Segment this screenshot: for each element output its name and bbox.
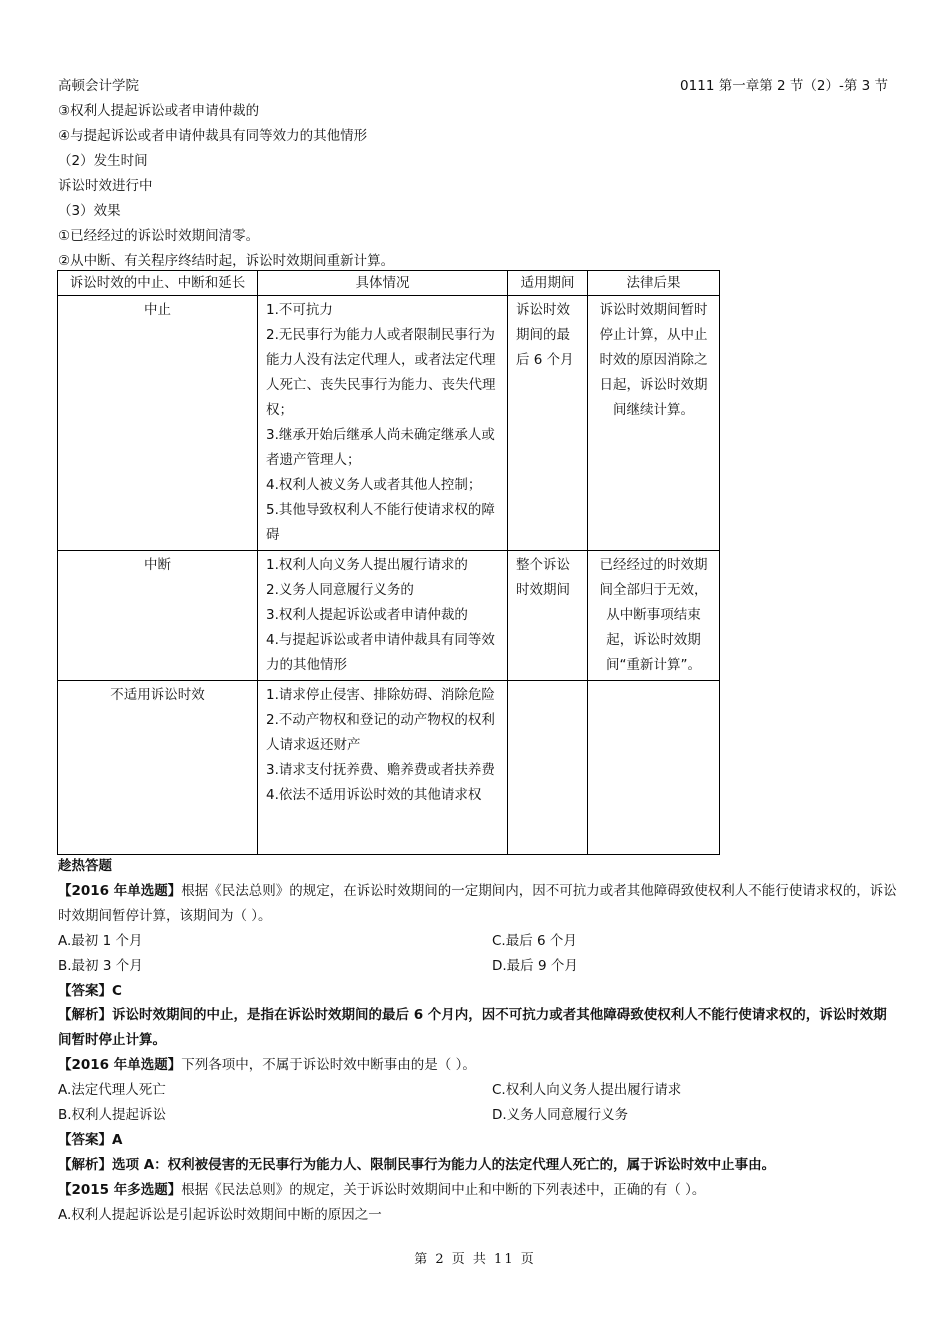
question-text: 根据《民法总则》的规定，关于诉讼时效期间中止和中断的下列表述中，正确的有（ ）。 bbox=[181, 1182, 706, 1198]
intro-line: ①已经经过的诉讼时效期间清零。 bbox=[58, 228, 260, 244]
option-a: A.最初 1 个月 bbox=[58, 933, 143, 949]
question-1 bbox=[58, 879, 898, 929]
intro-line: ③权利人提起诉讼或者申请仲裁的 bbox=[58, 103, 260, 119]
intro-line: 诉讼时效进行中 bbox=[58, 178, 153, 194]
question-tag: 【2016 年单选题】 bbox=[58, 1057, 182, 1073]
detail-item: 2.义务人同意履行义务的 bbox=[266, 582, 414, 598]
statute-rules-table bbox=[57, 270, 720, 855]
header-org: 高顿会计学院 bbox=[58, 78, 139, 94]
row-details bbox=[258, 681, 508, 855]
question-tag: 【2015 年多选题】 bbox=[58, 1182, 182, 1198]
col-header-type: 诉讼时效的中止、中断和延长 bbox=[58, 271, 258, 296]
page-footer: 第 2 页 共 11 页 bbox=[414, 1252, 536, 1267]
table-row bbox=[58, 681, 720, 855]
option-b: B.权利人提起诉讼 bbox=[58, 1107, 167, 1123]
row-consequence bbox=[588, 681, 720, 855]
detail-item: 3.请求支付抚养费、赡养费或者扶养费 bbox=[266, 762, 495, 778]
detail-item: 1.不可抗力 bbox=[266, 302, 333, 318]
table-row bbox=[58, 296, 720, 551]
table-row bbox=[58, 551, 720, 681]
option-b: B.最初 3 个月 bbox=[58, 958, 143, 974]
row-period: 诉讼时效期间的最后 6 个月 bbox=[508, 296, 588, 551]
question-tag: 【2016 年单选题】 bbox=[58, 883, 182, 899]
table-header-row bbox=[58, 271, 720, 296]
detail-item: 4.权利人被义务人或者其他人控制； bbox=[266, 477, 482, 493]
detail-item: 3.权利人提起诉讼或者申请仲裁的 bbox=[266, 607, 468, 623]
section-title: 趁热答题 bbox=[58, 858, 112, 874]
detail-item: 4.依法不适用诉讼时效的其他请求权 bbox=[266, 787, 482, 803]
option-d: D.义务人同意履行义务 bbox=[492, 1107, 629, 1123]
detail-item: 1.权利人向义务人提出履行请求的 bbox=[266, 557, 468, 573]
answer: 【答案】A bbox=[58, 1132, 123, 1148]
intro-line: （2）发生时间 bbox=[58, 153, 148, 169]
detail-item: 1.请求停止侵害、排除妨碍、消除危险 bbox=[266, 687, 495, 703]
header-chapter: 0111 第一章第 2 节（2）-第 3 节 bbox=[680, 78, 888, 94]
row-consequence: 已经经过的时效期间全部归于无效，从中断事项结束起，诉讼时效期间“重新计算”。 bbox=[588, 551, 720, 681]
option-c: C.最后 6 个月 bbox=[492, 933, 577, 949]
row-details bbox=[258, 296, 508, 551]
detail-item: 5.其他导致权利人不能行使请求权的障碍 bbox=[266, 502, 495, 543]
col-header-period: 适用期间 bbox=[508, 271, 588, 296]
option-c: C.权利人向义务人提出履行请求 bbox=[492, 1082, 682, 1098]
intro-line: （3）效果 bbox=[58, 203, 121, 219]
row-period bbox=[508, 681, 588, 855]
row-consequence: 诉讼时效期间暂时停止计算，从中止时效的原因消除之日起，诉讼时效期间继续计算。 bbox=[588, 296, 720, 551]
col-header-details: 具体情况 bbox=[258, 271, 508, 296]
option-d: D.最后 9 个月 bbox=[492, 958, 578, 974]
row-details bbox=[258, 551, 508, 681]
question-text: 下列各项中，不属于诉讼时效中断事由的是（ ）。 bbox=[181, 1057, 476, 1073]
row-type: 不适用诉讼时效 bbox=[58, 681, 258, 855]
detail-item: 4.与提起诉讼或者申请仲裁具有同等效力的其他情形 bbox=[266, 632, 495, 673]
intro-line: ④与提起诉讼或者申请仲裁具有同等效力的其他情形 bbox=[58, 128, 368, 144]
detail-item: 2.不动产物权和登记的动产物权的权利人请求返还财产 bbox=[266, 712, 495, 753]
row-period: 整个诉讼时效期间 bbox=[508, 551, 588, 681]
question-text: 根据《民法总则》的规定，在诉讼时效期间的一定期间内，因不可抗力或者其他障碍致使权利人不能行使请求权的，诉讼时效期间暂停计算，该期间为（ ）。 bbox=[58, 883, 897, 924]
option-a: A.法定代理人死亡 bbox=[58, 1082, 166, 1098]
detail-item: 2.无民事行为能力人或者限制民事行为能力人没有法定代理人，或者法定代理人死亡、丧失民事行为能力、丧失代理权； bbox=[266, 327, 496, 418]
question-2 bbox=[58, 1053, 898, 1078]
row-type: 中断 bbox=[58, 551, 258, 681]
intro-line: ②从中断、有关程序终结时起，诉讼时效期间重新计算。 bbox=[58, 253, 395, 269]
option-a: A.权利人提起诉讼是引起诉讼时效期间中断的原因之一 bbox=[58, 1207, 382, 1223]
row-type: 中止 bbox=[58, 296, 258, 551]
question-3 bbox=[58, 1178, 898, 1203]
detail-item: 3.继承开始后继承人尚未确定继承人或者遗产管理人； bbox=[266, 427, 495, 468]
analysis: 【解析】诉讼时效期间的中止，是指在诉讼时效期间的最后 6 个月内，因不可抗力或者其他障碍致使权利人不能行使请求权的，诉讼时效期间暂时停止计算。 bbox=[58, 1007, 887, 1048]
col-header-consequence: 法律后果 bbox=[588, 271, 720, 296]
answer: 【答案】C bbox=[58, 983, 122, 999]
analysis: 【解析】选项 A：权利被侵害的无民事行为能力人、限制民事行为能力人的法定代理人死亡的，属于诉讼时效中止事由。 bbox=[58, 1157, 776, 1173]
